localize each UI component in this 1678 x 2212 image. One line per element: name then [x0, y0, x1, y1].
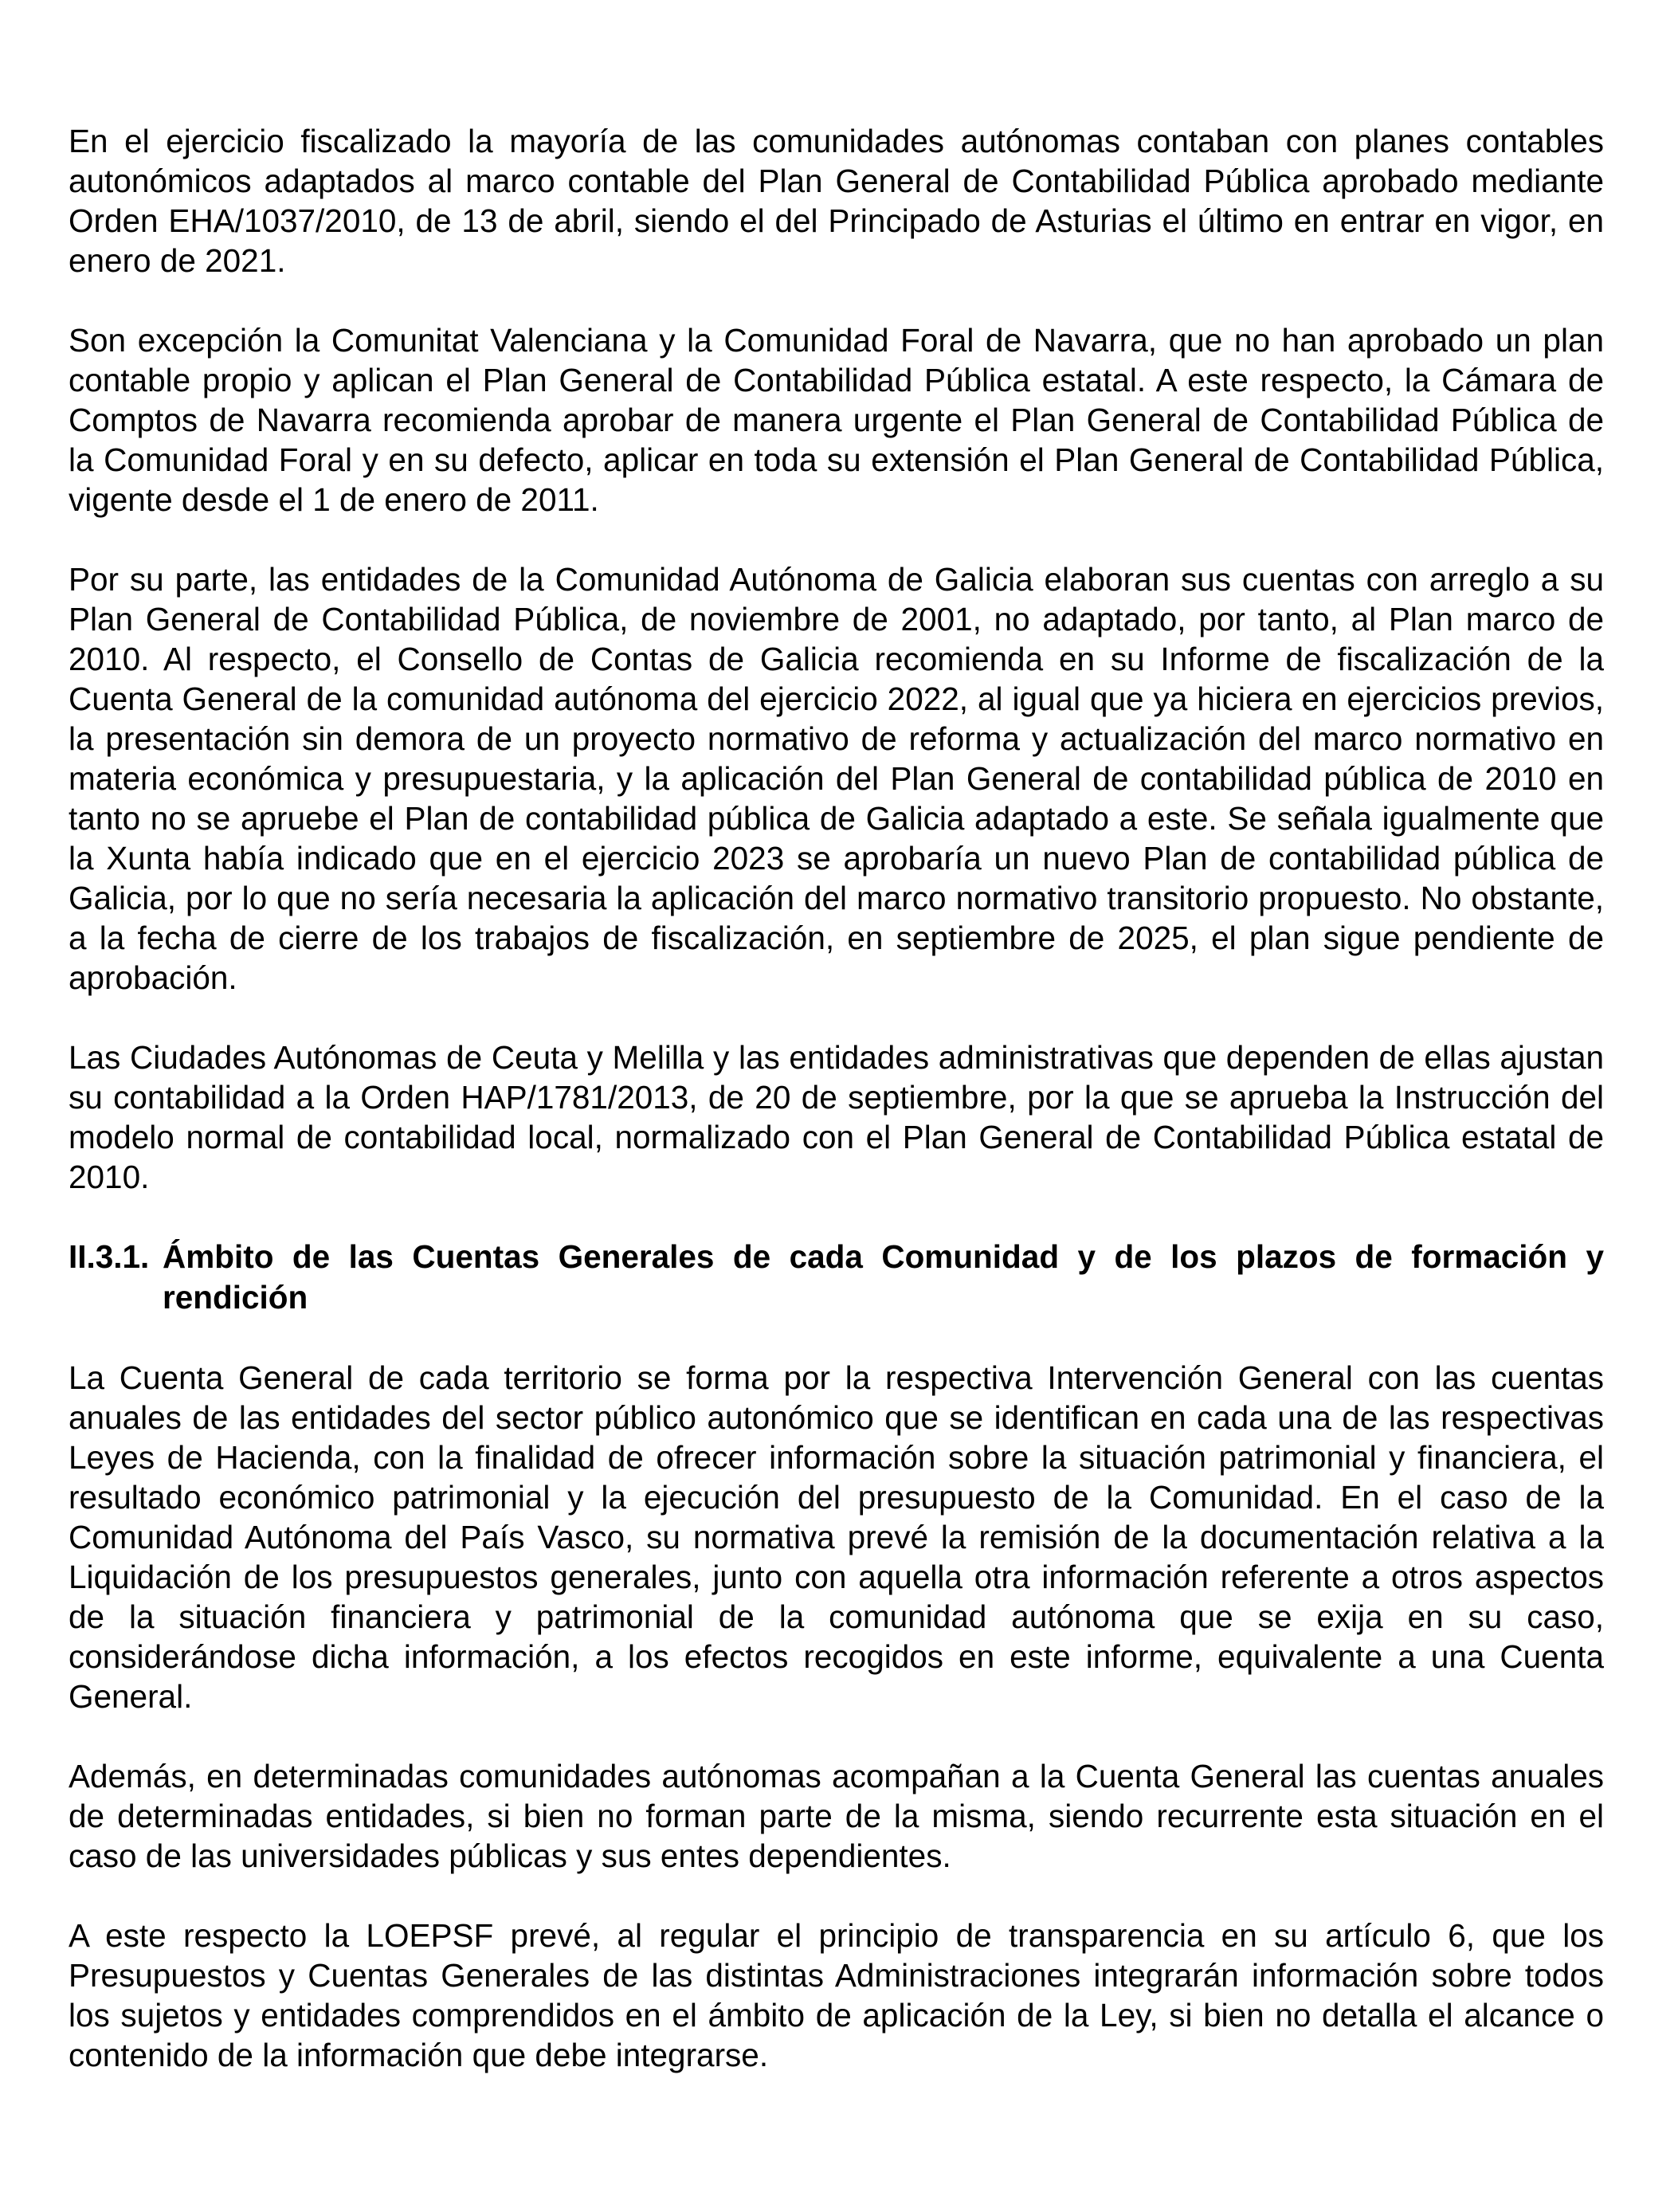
paragraph-cuenta-general: La Cuenta General de cada territorio se forma por la respectiva Intervención General con las cuentas anuales de las entidades del sector público autonómico que se identifican en cada una de las respectivas Leyes de Hacienda, con la finalidad de ofrecer información sobre la situación patrimonial y financiera, el resultado económico patrimonial y la ejecución del presupuesto de la Comunidad. En el caso de la Comunidad Autónoma del País Vasco, su normativa prevé la remisión de la documentación relativa a la Liquidación de los presupuestos generales, junto con aquella otra información referente a otros aspectos de la situación financiera y patrimonial de la comunidad autónoma que se exija en su caso, considerándose dicha información, a los efectos recogidos en este informe, equivalente a una Cuenta General.: [69, 1359, 1604, 1715]
document-page: [69, 121, 1604, 2115]
section-heading: [69, 1237, 1604, 1318]
section-title: Ámbito de las Cuentas Generales de cada Comunidad y de los plazos de formación y rendición: [163, 1238, 1604, 1316]
paragraph-galicia: Por su parte, las entidades de la Comunidad Autónoma de Galicia elaboran sus cuentas con arreglo a su Plan General de Contabilidad Pública, de noviembre de 2001, no adaptado, por tanto, al Plan marco de 2010. Al respecto, el Consello de Contas de Galicia recomienda en su Informe de fiscalización de la Cuenta General de la comunidad autónoma del ejercicio 2022, al igual que ya hiciera en ejercicios previos, la presentación sin demora de un proyecto normativo de reforma y actualización del marco normativo en materia económica y presupuestaria, y la aplicación del Plan General de contabilidad pública de 2010 en tanto no se apruebe el Plan de contabilidad pública de Galicia adaptado a este. Se señala igualmente que la Xunta había indicado que en el ejercicio 2023 se aprobaría un nuevo Plan de contabilidad pública de Galicia, por lo que no sería necesaria la aplicación del marco normativo transitorio propuesto. No obstante, a la fecha de cierre de los trabajos de fiscalización, en septiembre de 2025, el plan sigue pendiente de aprobación.: [69, 561, 1604, 996]
paragraph-cuentas-anuales-entidades: Además, en determinadas comunidades autónomas acompañan a la Cuenta General las cuentas anuales de determinadas entidades, si bien no forman parte de la misma, siendo recurrente esta situación en el caso de las universidades públicas y sus entes dependientes.: [69, 1758, 1604, 1874]
paragraph-ceuta-melilla: Las Ciudades Autónomas de Ceuta y Melilla y las entidades administrativas que dependen de ellas ajustan su contabilidad a la Orden HAP/1781/2013, de 20 de septiembre, por la que se aprueba la Instrucción del modelo normal de contabilidad local, normalizado con el Plan General de Contabilidad Pública estatal de 2010.: [69, 1039, 1604, 1195]
section-number: II.3.1.: [69, 1238, 150, 1275]
paragraph-excepcion-valenciana-navarra: Son excepción la Comunitat Valenciana y la Comunidad Foral de Navarra, que no han aprobado un plan contable propio y aplican el Plan General de Contabilidad Pública estatal. A este respecto, la Cámara de Comptos de Navarra recomienda aprobar de manera urgente el Plan General de Contabilidad Pública de la Comunidad Foral y en su defecto, aplicar en toda su extensión el Plan General de Contabilidad Pública, vigente desde el 1 de enero de 2011.: [69, 322, 1604, 518]
paragraph-loepsf: A este respecto la LOEPSF prevé, al regular el principio de transparencia en su artículo 6, que los Presupuestos y Cuentas Generales de las distintas Administraciones integrarán información sobre todos los sujetos y entidades comprendidos en el ámbito de aplicación de la Ley, si bien no detalla el alcance o contenido de la información que debe integrarse.: [69, 1917, 1604, 2073]
paragraph-planes-contables: En el ejercicio fiscalizado la mayoría de las comunidades autónomas contaban con planes contables autonómicos adaptados al marco contable del Plan General de Contabilidad Pública aprobado mediante Orden EHA/1037/2010, de 13 de abril, siendo el del Principado de Asturias el último en entrar en vigor, en enero de 2021.: [69, 123, 1604, 279]
